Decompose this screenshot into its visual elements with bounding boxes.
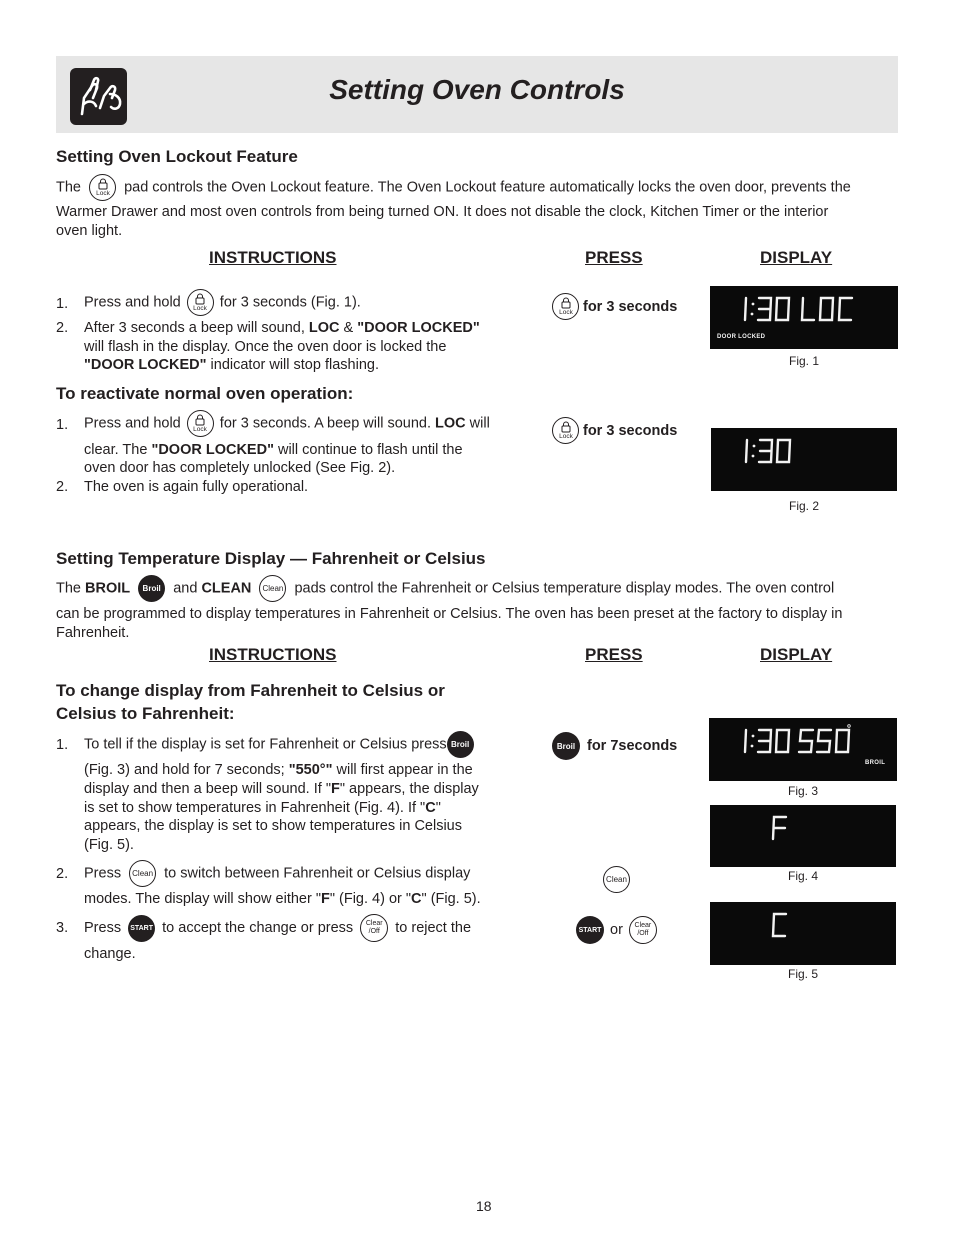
press-lock-3s: Lock for 3 seconds xyxy=(552,293,677,320)
temp-step1-line6: (Fig. 5). xyxy=(84,837,134,853)
lock-pad-icon xyxy=(187,410,214,437)
broil-pad-icon: Broil xyxy=(447,731,474,758)
display-digits-1-30-550 xyxy=(709,718,897,781)
oven-display-fig5 xyxy=(710,902,896,965)
lockout-step2-line2: will flash in the display. Once the oven door is locked the xyxy=(84,339,447,355)
start-pad-icon: START xyxy=(576,916,604,944)
reactivate-step2: The oven is again fully operational. xyxy=(84,479,309,495)
section-heading-lockout: Setting Oven Lockout Feature xyxy=(56,147,298,166)
column-header-press: PRESS xyxy=(585,645,643,664)
step-number: 1. xyxy=(56,737,69,753)
temp-step3-line1: Press START to accept the change or press Clear /Off to reject the xyxy=(84,914,534,942)
svg-text:Lock: Lock xyxy=(95,189,110,197)
lockout-intro-line2: Warmer Drawer and most oven controls from being turned ON. It does not disable the clock, Kitchen Timer or the interior xyxy=(56,204,829,220)
lockout-step2-line3: "DOOR LOCKED" indicator will stop flashing. xyxy=(84,357,379,373)
clean-pad-icon: Clean xyxy=(129,860,156,887)
lockout-intro-line3: oven light. xyxy=(56,223,123,239)
fig-caption: Fig. 3 xyxy=(788,784,819,798)
step-number: 1. xyxy=(56,417,69,433)
reactivate-step1: Press and hold Lock for 3 seconds. A beep will sound. LOC will xyxy=(84,410,534,437)
page-title: Setting Oven Controls xyxy=(329,74,625,105)
lock-pad-icon xyxy=(552,293,579,320)
fig-caption: Fig. 5 xyxy=(788,967,819,981)
temp-intro: The BROIL Broil and CLEAN Clean pads control the Fahrenheit or Celsius temperature display modes. The oven control xyxy=(56,575,898,602)
lock-pad-icon xyxy=(552,417,579,444)
svg-text:Lock: Lock xyxy=(558,432,573,440)
column-header-instructions: INSTRUCTIONS xyxy=(209,645,337,664)
temp-step1-line3: display and then a beep will sound. If "F" appears, the display xyxy=(84,781,479,797)
svg-text:Lock: Lock xyxy=(558,308,573,316)
start-pad-icon: START xyxy=(128,915,155,942)
svg-text:Lock: Lock xyxy=(193,425,208,433)
reactivate-step1-line2: clear. The "DOOR LOCKED" will continue to flash until the xyxy=(84,442,463,458)
press-start-or-clear: START or Clear /Off xyxy=(576,916,657,944)
press-lock-3s-reactivate: Lock for 3 seconds xyxy=(552,417,677,444)
temp-intro-line3: Fahrenheit. xyxy=(56,625,130,641)
svg-text:BROIL: BROIL xyxy=(865,760,886,766)
display-digit-c xyxy=(710,902,896,965)
broil-pad-icon: Broil xyxy=(552,732,580,760)
clear-off-pad-icon: Clear /Off xyxy=(360,914,388,942)
svg-text:Lock: Lock xyxy=(193,304,208,312)
column-header-display: DISPLAY xyxy=(760,645,833,664)
press-clean xyxy=(603,866,630,893)
press-broil-7s: Broil for 7seconds xyxy=(552,732,677,760)
display-digits-1-30 xyxy=(711,428,897,491)
section-heading-temperature: Setting Temperature Display — Fahrenheit or Celsius xyxy=(56,549,486,568)
lock-pad-icon xyxy=(187,289,214,316)
page-number: 18 xyxy=(476,1198,492,1214)
oven-display-fig4 xyxy=(710,805,896,867)
clean-pad-icon: Clean xyxy=(259,575,286,602)
lock-pad-icon xyxy=(89,174,116,201)
column-header-instructions: INSTRUCTIONS xyxy=(209,248,337,267)
step-number: 2. xyxy=(56,320,69,336)
clean-pad-icon: Clean xyxy=(603,866,630,893)
step-number: 1. xyxy=(56,296,69,312)
lockout-intro: The Lock pad controls the Oven Lockout feature. The Oven Lockout feature automatically locks the oven door, prevents the xyxy=(56,174,898,201)
subheading-reactivate: To reactivate normal oven operation: xyxy=(56,384,354,403)
reactivate-step1-line3: oven door has completely unlocked (See Fig. 2). xyxy=(84,460,396,476)
step-number: 2. xyxy=(56,866,69,882)
temp-step1-line5: appears, the display is set to show temperatures in Celsius xyxy=(84,818,462,834)
oven-display-fig3 xyxy=(709,718,897,781)
display-digit-f xyxy=(710,805,896,867)
fig-caption: Fig. 4 xyxy=(788,869,819,883)
oven-display-fig1 xyxy=(710,286,898,349)
column-header-press: PRESS xyxy=(585,248,643,267)
subheading-change-display-line2: Celsius to Fahrenheit: xyxy=(56,704,235,723)
temp-step3-line2: change. xyxy=(84,946,136,962)
broil-pad-icon: Broil xyxy=(138,575,165,602)
temp-step2-line1: Press Clean to switch between Fahrenheit or Celsius display xyxy=(84,860,534,887)
fig-caption: Fig. 1 xyxy=(789,354,820,368)
temp-step1-line2: (Fig. 3) and hold for 7 seconds; "550°" will first appear in the xyxy=(84,762,473,778)
temp-intro-line2: can be programmed to display temperatures in Fahrenheit or Celsius. The oven has been preset at the factory to display in xyxy=(56,606,843,622)
display-digits-1-30-loc xyxy=(710,286,898,349)
temp-step2-line2: modes. The display will show either "F" (Fig. 4) or "C" (Fig. 5). xyxy=(84,891,481,907)
subheading-change-display-line1: To change display from Fahrenheit to Celsius or xyxy=(56,681,445,700)
temp-step1-line4: is set to show temperatures in Fahrenheit (Fig. 4). If "C" xyxy=(84,800,441,816)
temp-step1-line1: To tell if the display is set for Fahrenheit or Celsius press Broil xyxy=(84,731,524,758)
oven-display-fig2 xyxy=(711,428,897,491)
lockout-step2-line1: After 3 seconds a beep will sound, LOC & "DOOR LOCKED" xyxy=(84,320,480,336)
step-number: 2. xyxy=(56,479,69,495)
svg-text:DOOR LOCKED: DOOR LOCKED xyxy=(717,334,766,340)
lockout-step1: Press and hold Lock for 3 seconds (Fig. 1). xyxy=(84,289,524,316)
clear-off-pad-icon: Clear /Off xyxy=(629,916,657,944)
fig-caption: Fig. 2 xyxy=(789,499,820,513)
step-number: 3. xyxy=(56,920,69,936)
column-header-display: DISPLAY xyxy=(760,248,833,267)
